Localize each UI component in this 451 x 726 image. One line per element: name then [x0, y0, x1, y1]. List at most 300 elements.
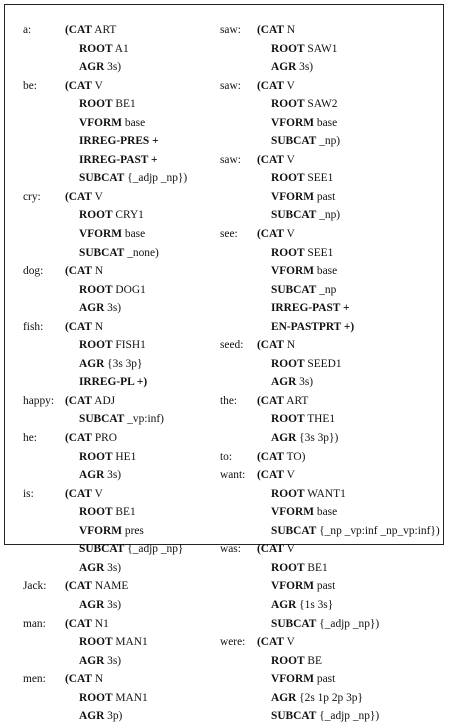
- feature-value: SAW1: [304, 42, 338, 55]
- feature-value: THE1: [304, 413, 336, 426]
- feature-text: [257, 58, 313, 77]
- feature-line: [23, 299, 213, 318]
- feature-key: (CAT: [65, 394, 92, 407]
- entry-word: [23, 410, 65, 429]
- feature-text: [65, 132, 159, 151]
- feature-value: SEE1: [304, 172, 334, 185]
- feature-key: ROOT: [271, 561, 305, 574]
- feature-value: N: [284, 339, 296, 352]
- feature-text: [65, 707, 122, 726]
- entry-word: [220, 503, 257, 522]
- entry-word: see:: [220, 228, 238, 241]
- feature-line: [23, 410, 213, 429]
- lexicon-entry: [220, 225, 445, 336]
- feature-key: VFORM: [271, 116, 315, 129]
- feature-line: [220, 188, 445, 207]
- feature-value: V: [284, 469, 295, 482]
- feature-value: N1: [92, 617, 109, 630]
- feature-value: BE1: [304, 561, 328, 574]
- feature-value: {_adjp _np}): [124, 172, 188, 185]
- feature-text: [65, 188, 103, 207]
- feature-text: [257, 448, 305, 467]
- feature-value: V: [92, 487, 103, 500]
- feature-key: AGR: [79, 357, 105, 370]
- feature-line: [220, 58, 445, 77]
- feature-key: EN-PASTPRT +): [271, 320, 355, 333]
- entry-word: [220, 652, 257, 671]
- lexicon-column-left: [23, 21, 213, 726]
- feature-value: base: [314, 116, 338, 129]
- lexicon-column-right: [220, 21, 445, 726]
- feature-text: [65, 633, 148, 652]
- entry-word: [23, 281, 65, 300]
- entry-word: [220, 132, 257, 151]
- entry-word: [23, 559, 65, 578]
- feature-text: [257, 485, 346, 504]
- entry-word: [23, 373, 65, 392]
- feature-key: VFORM: [79, 116, 123, 129]
- feature-line: [23, 21, 213, 40]
- entry-word: seed:: [220, 339, 244, 352]
- feature-value: A1: [112, 42, 129, 55]
- feature-text: [257, 466, 295, 485]
- feature-line: [23, 485, 213, 504]
- feature-key: ROOT: [79, 209, 113, 222]
- entry-word: a:: [23, 24, 32, 36]
- entry-word: [23, 169, 65, 188]
- entry-word: fish:: [23, 320, 44, 333]
- feature-line: [23, 559, 213, 578]
- entry-word: [220, 114, 257, 133]
- lexicon-entry: [23, 615, 213, 671]
- feature-value: 3s): [104, 561, 122, 574]
- feature-key: ROOT: [271, 487, 305, 500]
- feature-key: IRREG-PAST +: [79, 153, 158, 166]
- feature-value: 3s): [296, 61, 314, 74]
- feature-line: [220, 615, 445, 634]
- entry-word: [220, 281, 257, 300]
- lexicon-entry: [23, 77, 213, 188]
- feature-value: past: [314, 190, 336, 203]
- lexicon-entry: [23, 318, 213, 392]
- feature-value: {2s 1p 2p 3p}: [296, 691, 363, 704]
- entry-word: [23, 466, 65, 485]
- feature-key: (CAT: [65, 79, 92, 92]
- feature-line: [23, 281, 213, 300]
- feature-line: [220, 373, 445, 392]
- feature-value: V: [284, 636, 295, 649]
- feature-value: 3s): [104, 469, 122, 482]
- entry-word: Jack:: [23, 580, 47, 593]
- feature-text: [257, 225, 295, 244]
- entry-word: [220, 262, 257, 281]
- feature-line: [23, 615, 213, 634]
- lexicon-entry: [23, 188, 213, 262]
- entry-word: saw:: [220, 79, 241, 92]
- feature-text: [65, 299, 121, 318]
- entry-word: be:: [23, 79, 37, 92]
- entry-word: dog:: [23, 265, 44, 278]
- feature-key: (CAT: [257, 339, 284, 352]
- feature-text: [257, 151, 295, 170]
- entry-word: [220, 596, 257, 615]
- feature-value: base: [122, 116, 146, 129]
- entry-word: [23, 244, 65, 263]
- feature-key: ROOT: [271, 98, 305, 111]
- feature-text: [65, 58, 121, 77]
- feature-value: CRY1: [112, 209, 144, 222]
- feature-line: [220, 707, 445, 726]
- feature-text: [65, 262, 103, 281]
- entry-word: [220, 188, 257, 207]
- feature-value: DOG1: [112, 283, 146, 296]
- entry-word: [220, 206, 257, 225]
- feature-line: [23, 40, 213, 59]
- lexicon-entry: [220, 540, 445, 633]
- feature-key: IRREG-PAST +: [271, 302, 350, 315]
- entry-word: [220, 670, 257, 689]
- feature-key: (CAT: [257, 24, 284, 36]
- feature-value: N: [92, 265, 104, 278]
- entry-word: men:: [23, 673, 46, 686]
- feature-line: [220, 262, 445, 281]
- feature-line: [220, 448, 445, 467]
- feature-line: [23, 707, 213, 726]
- feature-key: (CAT: [65, 320, 92, 333]
- feature-line: [220, 466, 445, 485]
- entry-word: [23, 336, 65, 355]
- feature-text: [257, 77, 295, 96]
- feature-line: [23, 169, 213, 188]
- entry-word: [220, 615, 257, 634]
- feature-text: [257, 244, 333, 263]
- entry-word: were:: [220, 636, 246, 649]
- feature-line: [220, 132, 445, 151]
- feature-key: (CAT: [257, 153, 284, 166]
- feature-text: [65, 151, 158, 170]
- feature-text: [65, 244, 159, 263]
- feature-value: {1s 3s}: [296, 598, 334, 611]
- feature-text: [65, 448, 136, 467]
- entry-word: [220, 244, 257, 263]
- feature-value: BE1: [112, 98, 136, 111]
- feature-key: AGR: [79, 598, 105, 611]
- feature-value: 3s): [296, 376, 314, 389]
- feature-text: [65, 21, 116, 40]
- lexicon-entry: [220, 336, 445, 392]
- feature-text: [257, 188, 335, 207]
- feature-text: [257, 670, 335, 689]
- feature-value: NAME: [92, 580, 129, 593]
- feature-text: [65, 336, 146, 355]
- feature-line: [23, 689, 213, 708]
- feature-key: ROOT: [79, 691, 113, 704]
- feature-line: [23, 206, 213, 225]
- lexicon-entry: [23, 670, 213, 726]
- feature-text: [65, 355, 142, 374]
- feature-text: [257, 429, 338, 448]
- feature-text: [257, 336, 295, 355]
- feature-value: BE: [304, 654, 322, 667]
- feature-key: (CAT: [257, 450, 284, 463]
- feature-key: ROOT: [271, 246, 305, 259]
- entry-word: [23, 707, 65, 726]
- feature-text: [65, 392, 115, 411]
- feature-text: [65, 596, 121, 615]
- feature-key: ROOT: [79, 450, 113, 463]
- feature-key: ROOT: [271, 654, 305, 667]
- feature-line: [220, 633, 445, 652]
- feature-line: [220, 281, 445, 300]
- feature-line: [220, 652, 445, 671]
- feature-line: [220, 40, 445, 59]
- entry-word: he:: [23, 432, 37, 445]
- feature-line: [220, 392, 445, 411]
- feature-text: [65, 652, 121, 671]
- feature-line: [23, 318, 213, 337]
- feature-key: IRREG-PRES +: [79, 135, 159, 148]
- feature-line: [23, 522, 213, 541]
- feature-text: [65, 615, 109, 634]
- feature-value: FISH1: [112, 339, 146, 352]
- feature-text: [65, 410, 164, 429]
- feature-key: AGR: [79, 710, 105, 723]
- feature-line: [220, 577, 445, 596]
- entry-word: [220, 169, 257, 188]
- feature-text: [257, 262, 337, 281]
- feature-value: {3s 3p}: [104, 357, 143, 370]
- feature-key: SUBCAT: [79, 172, 125, 185]
- entry-word: want:: [220, 469, 246, 482]
- feature-key: SUBCAT: [271, 617, 317, 630]
- entry-word: is:: [23, 487, 34, 500]
- feature-line: [220, 299, 445, 318]
- feature-line: [23, 577, 213, 596]
- feature-value: TO): [284, 450, 306, 463]
- feature-value: PRO: [92, 432, 118, 445]
- lexicon-entry: [220, 77, 445, 151]
- feature-value: 3p): [104, 710, 123, 723]
- entry-word: [220, 410, 257, 429]
- feature-text: [65, 577, 128, 596]
- feature-key: ROOT: [271, 413, 305, 426]
- feature-line: [23, 262, 213, 281]
- lexicon-entry: [220, 448, 445, 467]
- feature-line: [220, 410, 445, 429]
- lexicon-entry: [220, 151, 445, 225]
- feature-value: 3s): [104, 61, 122, 74]
- feature-value: _none): [124, 246, 159, 259]
- feature-value: V: [92, 79, 103, 92]
- feature-text: [65, 429, 117, 448]
- entry-word: [23, 206, 65, 225]
- lexicon-entry: [23, 485, 213, 578]
- lexicon-entry: [220, 633, 445, 726]
- feature-text: [257, 40, 338, 59]
- feature-line: [23, 225, 213, 244]
- feature-key: VFORM: [271, 580, 315, 593]
- feature-value: MAN1: [112, 691, 148, 704]
- feature-key: (CAT: [65, 617, 92, 630]
- lexicon-entry: [23, 429, 213, 485]
- feature-value: {_adjp _np}): [316, 617, 380, 630]
- feature-value: _np): [316, 209, 341, 222]
- feature-key: ROOT: [79, 636, 113, 649]
- feature-key: VFORM: [271, 506, 315, 519]
- feature-key: (CAT: [65, 580, 92, 593]
- entry-word: [220, 318, 257, 337]
- feature-text: [65, 503, 136, 522]
- feature-value: {_adjp _np}): [316, 710, 380, 723]
- feature-key: AGR: [271, 376, 297, 389]
- entry-word: [220, 58, 257, 77]
- feature-key: (CAT: [65, 190, 92, 203]
- feature-text: [65, 95, 136, 114]
- feature-text: [257, 633, 295, 652]
- feature-line: [23, 188, 213, 207]
- feature-key: IRREG-PL +): [79, 376, 148, 389]
- feature-line: [23, 373, 213, 392]
- entry-word: [23, 299, 65, 318]
- entry-word: the:: [220, 394, 238, 407]
- feature-key: (CAT: [257, 543, 284, 556]
- feature-line: [220, 95, 445, 114]
- entry-word: [23, 652, 65, 671]
- feature-key: (CAT: [257, 394, 284, 407]
- feature-value: base: [314, 265, 338, 278]
- entry-word: cry:: [23, 190, 41, 203]
- feature-key: AGR: [271, 61, 297, 74]
- entry-word: [220, 299, 257, 318]
- entry-word: [23, 132, 65, 151]
- feature-value: V: [284, 228, 295, 241]
- feature-text: [65, 373, 147, 392]
- feature-text: [65, 670, 103, 689]
- feature-text: [65, 318, 103, 337]
- feature-text: [257, 132, 340, 151]
- feature-key: (CAT: [65, 24, 92, 36]
- feature-text: [257, 689, 363, 708]
- feature-key: ROOT: [79, 283, 113, 296]
- entry-word: [23, 225, 65, 244]
- feature-key: SUBCAT: [271, 135, 317, 148]
- lexicon-entry: [220, 392, 445, 448]
- entry-word: [220, 689, 257, 708]
- feature-value: N: [284, 24, 296, 36]
- feature-text: [65, 522, 144, 541]
- lexicon-entry: [220, 21, 445, 77]
- entry-word: saw:: [220, 24, 241, 36]
- feature-key: (CAT: [65, 265, 92, 278]
- feature-value: SEED1: [304, 357, 342, 370]
- feature-value: past: [314, 580, 336, 593]
- feature-text: [257, 355, 342, 374]
- feature-text: [257, 206, 340, 225]
- feature-key: VFORM: [271, 190, 315, 203]
- feature-key: AGR: [79, 654, 105, 667]
- feature-text: [65, 40, 129, 59]
- entry-word: [23, 448, 65, 467]
- feature-line: [23, 392, 213, 411]
- feature-text: [65, 169, 187, 188]
- feature-key: AGR: [79, 61, 105, 74]
- feature-text: [257, 392, 308, 411]
- feature-line: [23, 633, 213, 652]
- feature-value: V: [284, 79, 295, 92]
- feature-value: _np: [316, 283, 337, 296]
- entry-word: [23, 40, 65, 59]
- feature-value: past: [314, 673, 336, 686]
- feature-line: [220, 429, 445, 448]
- feature-text: [65, 206, 144, 225]
- feature-key: SUBCAT: [79, 413, 125, 426]
- feature-value: BE1: [112, 506, 136, 519]
- feature-key: AGR: [79, 469, 105, 482]
- feature-key: AGR: [79, 561, 105, 574]
- feature-key: AGR: [79, 302, 105, 315]
- entry-word: [23, 503, 65, 522]
- entry-word: [220, 95, 257, 114]
- feature-value: ART: [284, 394, 309, 407]
- lexicon-entry: [23, 262, 213, 318]
- feature-line: [220, 336, 445, 355]
- feature-line: [23, 429, 213, 448]
- entry-word: [23, 95, 65, 114]
- feature-text: [257, 299, 350, 318]
- feature-line: [23, 58, 213, 77]
- feature-line: [220, 670, 445, 689]
- entry-word: man:: [23, 617, 46, 630]
- feature-value: {_adjp _np}: [124, 543, 184, 556]
- feature-line: [23, 151, 213, 170]
- feature-text: [257, 577, 335, 596]
- feature-line: [23, 95, 213, 114]
- entry-word: [23, 355, 65, 374]
- feature-text: [65, 466, 121, 485]
- feature-key: (CAT: [65, 432, 92, 445]
- feature-line: [23, 596, 213, 615]
- feature-value: V: [92, 190, 103, 203]
- feature-value: ADJ: [92, 394, 116, 407]
- feature-line: [23, 466, 213, 485]
- feature-line: [220, 689, 445, 708]
- feature-line: [220, 244, 445, 263]
- feature-line: [220, 596, 445, 615]
- feature-line: [220, 355, 445, 374]
- feature-text: [257, 615, 379, 634]
- feature-text: [65, 225, 145, 244]
- feature-text: [65, 281, 146, 300]
- feature-line: [220, 559, 445, 578]
- feature-line: [23, 503, 213, 522]
- feature-line: [23, 77, 213, 96]
- feature-value: V: [284, 153, 295, 166]
- feature-line: [220, 77, 445, 96]
- lexicon-entry: [220, 466, 445, 540]
- entry-word: [23, 633, 65, 652]
- feature-text: [65, 114, 145, 133]
- entry-word: [220, 355, 257, 374]
- entry-word: [220, 485, 257, 504]
- feature-key: VFORM: [271, 673, 315, 686]
- entry-word: [23, 596, 65, 615]
- entry-word: [220, 429, 257, 448]
- feature-line: [220, 114, 445, 133]
- feature-text: [257, 281, 336, 300]
- feature-key: ROOT: [79, 98, 113, 111]
- feature-key: (CAT: [257, 636, 284, 649]
- feature-value: _vp:inf): [124, 413, 164, 426]
